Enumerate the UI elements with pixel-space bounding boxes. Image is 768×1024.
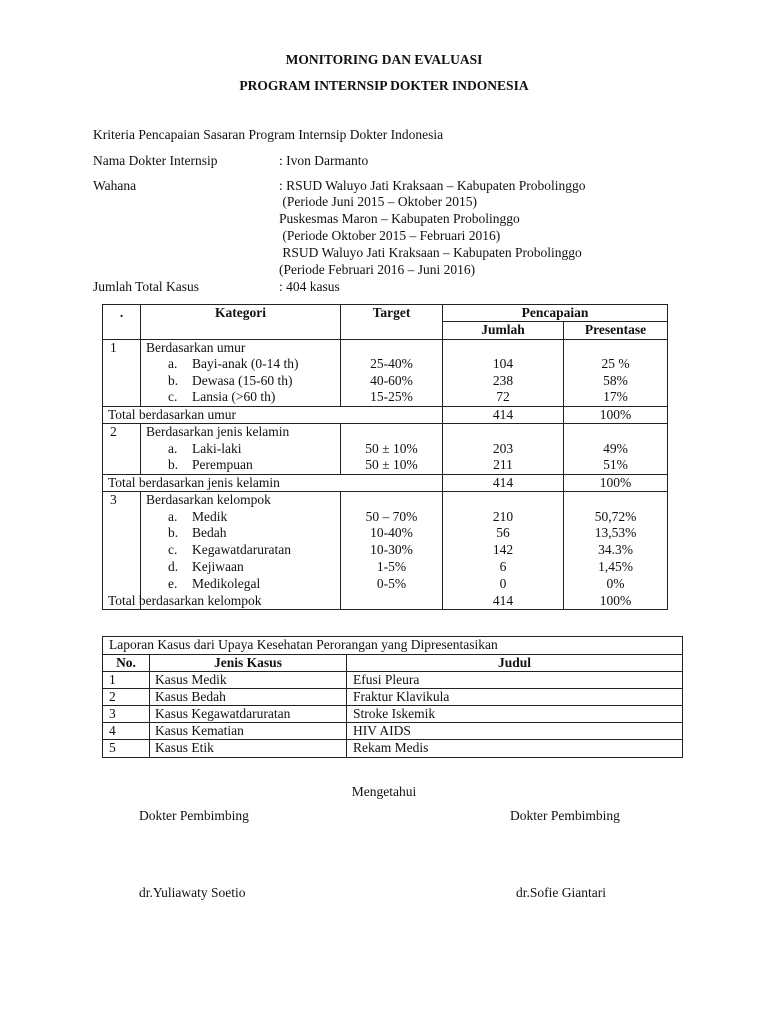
row-jenis: Kasus Kegawatdaruratan xyxy=(155,706,291,721)
total-label: Total berdasarkan jenis kelamin xyxy=(108,475,280,490)
row-no: 3 xyxy=(109,706,116,721)
header-presentase: Presentase xyxy=(584,322,647,337)
group-no: 2 xyxy=(110,424,117,439)
item-letter: d. xyxy=(168,559,179,574)
row-no: 2 xyxy=(109,689,116,704)
item-name: Kejiwaan xyxy=(192,559,244,574)
header-target: Target xyxy=(372,305,411,320)
jumlah-label: Jumlah Total Kasus xyxy=(93,279,200,294)
item-target: 40-60% xyxy=(370,373,413,388)
criteria-text: Kriteria Pencapaian Sasaran Program Internsip Dokter Indonesia xyxy=(93,127,444,142)
item-target: 10-40% xyxy=(370,525,413,540)
nama-value: : Ivon Darmanto xyxy=(279,153,369,168)
item-jumlah: 210 xyxy=(492,509,514,524)
item-name: Laki-laki xyxy=(192,441,242,456)
header-judul: Judul xyxy=(497,655,532,670)
item-presentase: 49% xyxy=(603,441,628,456)
item-presentase: 25 % xyxy=(601,356,630,371)
item-jumlah: 142 xyxy=(492,542,514,557)
wahana-line: (Periode Februari 2016 – Juni 2016) xyxy=(279,262,476,277)
item-presentase: 1,45% xyxy=(598,559,633,574)
total-presentase: 100% xyxy=(599,407,632,422)
total-presentase: 100% xyxy=(599,593,632,608)
item-name: Bayi-anak (0-14 th) xyxy=(192,356,299,371)
wahana-line: (Periode Juni 2015 – Oktober 2015) xyxy=(279,194,477,209)
item-jumlah: 238 xyxy=(492,373,514,388)
row-no: 1 xyxy=(109,672,116,687)
item-presentase: 17% xyxy=(603,389,628,404)
row-judul: Efusi Pleura xyxy=(353,672,420,687)
wahana-line: RSUD Waluyo Jati Kraksaan – Kabupaten Probolinggo xyxy=(279,245,582,260)
nama-label: Nama Dokter Internsip xyxy=(93,153,218,168)
item-letter: c. xyxy=(168,389,178,404)
item-letter: a. xyxy=(168,509,178,524)
item-letter: e. xyxy=(168,576,178,591)
row-jenis: Kasus Etik xyxy=(155,740,214,755)
item-presentase: 50,72% xyxy=(594,509,637,524)
item-letter: b. xyxy=(168,373,179,388)
header-pencapaian: Pencapaian xyxy=(521,305,589,320)
item-target: 25-40% xyxy=(370,356,413,371)
item-presentase: 13,53% xyxy=(594,525,637,540)
total-label: Total berdasarkan umur xyxy=(108,407,237,422)
group-no: 3 xyxy=(110,492,117,507)
item-presentase: 34.3% xyxy=(598,542,633,557)
row-judul: Fraktur Klavikula xyxy=(353,689,450,704)
item-target: 1-5% xyxy=(376,559,407,574)
group-title: Berdasarkan kelompok xyxy=(146,492,271,507)
item-target: 0-5% xyxy=(376,576,407,591)
item-presentase: 0% xyxy=(606,576,625,591)
item-jumlah: 6 xyxy=(499,559,507,574)
item-name: Bedah xyxy=(192,525,227,540)
item-jumlah: 211 xyxy=(493,457,513,472)
item-jumlah: 0 xyxy=(499,576,507,591)
item-jumlah: 72 xyxy=(496,389,510,404)
mengetahui-label: Mengetahui xyxy=(351,784,417,799)
item-target: 10-30% xyxy=(370,542,413,557)
item-target: 50 ± 10% xyxy=(365,457,418,472)
item-jumlah: 104 xyxy=(492,356,514,371)
document-title: MONITORING DAN EVALUASI xyxy=(285,52,483,67)
header-kategori: Kategori xyxy=(215,305,266,320)
row-jenis: Kasus Bedah xyxy=(155,689,226,704)
item-name: Dewasa (15-60 th) xyxy=(192,373,293,388)
jumlah-value: : 404 kasus xyxy=(279,279,340,294)
right-signer-name: dr.Sofie Giantari xyxy=(516,885,606,900)
total-label: Total berdasarkan kelompok xyxy=(108,593,262,608)
item-name: Perempuan xyxy=(192,457,253,472)
wahana-label: Wahana xyxy=(93,178,137,193)
header-no: No. xyxy=(116,655,136,670)
item-target: 50 ± 10% xyxy=(365,441,418,456)
item-jumlah: 56 xyxy=(496,525,510,540)
item-target: 15-25% xyxy=(370,389,413,404)
item-letter: c. xyxy=(168,542,178,557)
wahana-line: (Periode Oktober 2015 – Februari 2016) xyxy=(279,228,501,243)
total-jumlah: 414 xyxy=(492,407,514,422)
header-jumlah: Jumlah xyxy=(481,322,525,337)
row-judul: HIV AIDS xyxy=(353,723,411,738)
item-jumlah: 203 xyxy=(492,441,514,456)
right-signer-role: Dokter Pembimbing xyxy=(510,808,620,823)
header-no: . xyxy=(119,305,124,320)
item-name: Kegawatdaruratan xyxy=(192,542,291,557)
item-name: Medikolegal xyxy=(192,576,261,591)
wahana-line: Puskesmas Maron – Kabupaten Probolinggo xyxy=(279,211,520,226)
header-jenis-kasus: Jenis Kasus xyxy=(214,655,282,670)
item-name: Medik xyxy=(192,509,228,524)
total-presentase: 100% xyxy=(599,475,632,490)
row-jenis: Kasus Kematian xyxy=(155,723,244,738)
item-presentase: 51% xyxy=(603,457,628,472)
left-signer-name: dr.Yuliawaty Soetio xyxy=(139,885,246,900)
row-jenis: Kasus Medik xyxy=(155,672,227,687)
item-name: Lansia (>60 th) xyxy=(192,389,276,404)
left-signer-role: Dokter Pembimbing xyxy=(139,808,249,823)
row-no: 5 xyxy=(109,740,116,755)
row-judul: Rekam Medis xyxy=(353,740,429,755)
document-subtitle: PROGRAM INTERNSIP DOKTER INDONESIA xyxy=(239,78,529,93)
group-title: Berdasarkan jenis kelamin xyxy=(146,424,290,439)
total-jumlah: 414 xyxy=(492,475,514,490)
group-title: Berdasarkan umur xyxy=(146,340,246,355)
item-presentase: 58% xyxy=(603,373,628,388)
total-jumlah: 414 xyxy=(492,593,514,608)
item-letter: b. xyxy=(168,457,179,472)
table-caption: Laporan Kasus dari Upaya Kesehatan Perorangan yang Dipresentasikan xyxy=(109,637,498,652)
row-no: 4 xyxy=(109,723,116,738)
row-judul: Stroke Iskemik xyxy=(353,706,436,721)
item-target: 50 – 70% xyxy=(365,509,418,524)
wahana-line: : RSUD Waluyo Jati Kraksaan – Kabupaten Probolinggo xyxy=(279,178,586,193)
item-letter: a. xyxy=(168,441,178,456)
group-no: 1 xyxy=(110,340,117,355)
item-letter: b. xyxy=(168,525,179,540)
item-letter: a. xyxy=(168,356,178,371)
